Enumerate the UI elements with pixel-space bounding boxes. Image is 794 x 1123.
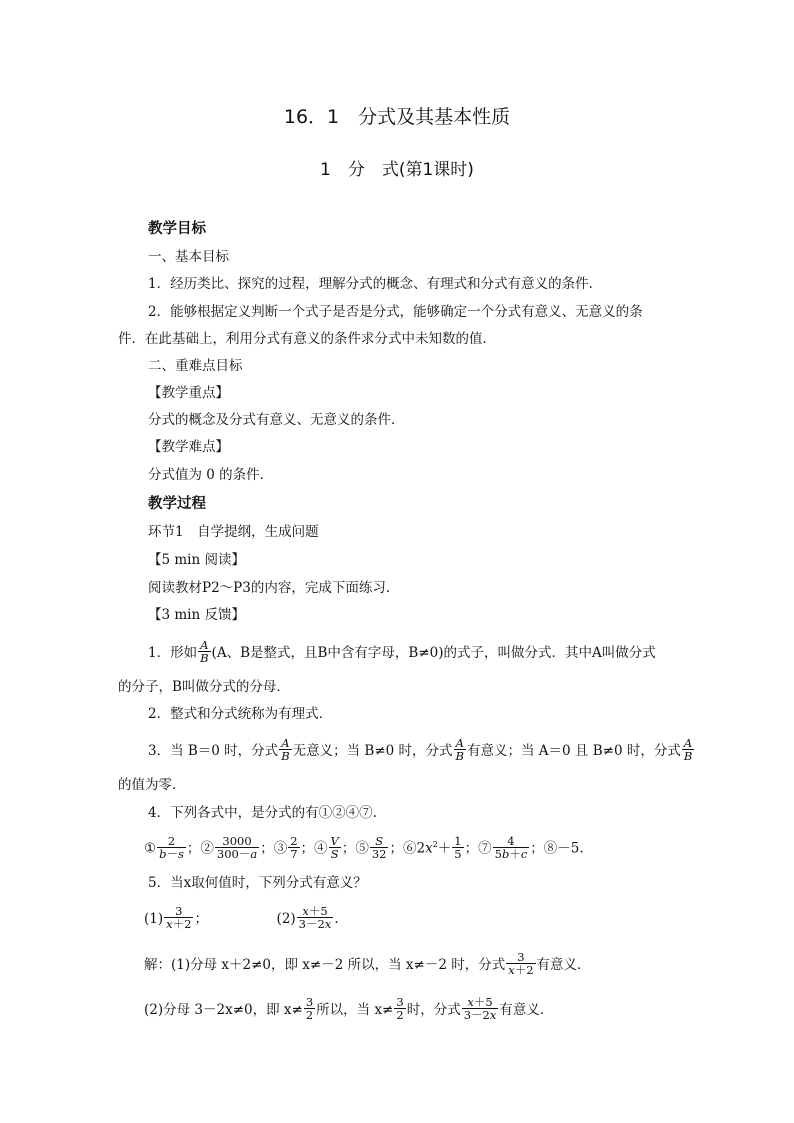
solution-1: 解：(1)分母 x＋2≠0，即 x≠－2 所以，当 x≠－2 时，分式 $\frac{3}{x+2}$ 有意义． bbox=[144, 950, 591, 977]
goals-heading: 教学目标 bbox=[148, 220, 206, 237]
page-title: 16．1 分式及其基本性质 bbox=[283, 106, 511, 128]
feedback-label: 【3 min 反馈】 bbox=[148, 607, 245, 623]
page-subtitle: 1 分 式(第1课时) bbox=[320, 160, 474, 180]
goal-1: 1．经历类比、探究的过程，理解分式的概念、有理式和分式有意义的条件． bbox=[148, 276, 603, 292]
question-1-line-2: 的分子，B叫做分式的分母． bbox=[118, 679, 290, 695]
process-heading: 教学过程 bbox=[148, 495, 206, 512]
question-2: 2．整式和分式统称为有理式． bbox=[148, 706, 333, 722]
focus-label: 【教学重点】 bbox=[148, 385, 229, 401]
step-1: 环节1 自学提纲，生成问题 bbox=[148, 524, 319, 540]
key-goal-heading: 二、重难点目标 bbox=[148, 358, 243, 374]
basic-goal-heading: 一、基本目标 bbox=[148, 249, 229, 265]
question-4: 4．下列各式中，是分式的有①②④⑦. bbox=[148, 805, 377, 821]
read-label: 【5 min 阅读】 bbox=[148, 552, 245, 568]
fraction-a-over-b: $\frac{A}{B}$ bbox=[200, 638, 209, 665]
question-3-line-1: 3．当 B＝0 时，分式 $\frac{A}{B}$ 无意义；当 B≠0 时，分式 $\frac{A}{B}$ 有意义；当 A＝0 且 B≠0 时，分式 $\frac{A}{B}$ bbox=[148, 736, 693, 763]
question-5: 5．当x取何值时，下列分式有意义？ bbox=[148, 875, 367, 891]
difficulty-text: 分式值为 0 的条件． bbox=[148, 467, 274, 483]
read-text: 阅读教材P2～P3的内容，完成下面练习． bbox=[148, 580, 400, 596]
solution-2: (2)分母 3－2x≠0，即 x≠ $\frac{3}{2}$ 所以，当 x≠ $\frac{3}{2}$ 时，分式 $\frac{x+5}{3-2x}$ 有意义． bbox=[144, 995, 554, 1022]
focus-text: 分式的概念及分式有意义、无意义的条件． bbox=[148, 412, 405, 428]
question-3-line-2: 的值为零． bbox=[118, 777, 186, 793]
goal-2-line-1: 2．能够根据定义判断一个式子是否是分式，能够确定一个分式有意义、无意义的条 bbox=[148, 304, 643, 320]
question-1-line-1: 1．形如 $\frac{A}{B}$ (A、B是整式，且B中含有字母，B≠0)的式子，叫做分式．其中A叫做分式 bbox=[148, 638, 656, 665]
difficulty-label: 【教学难点】 bbox=[148, 439, 229, 455]
question-5-parts: (1) $\frac{3}{x+2}$ ； (2) $\frac{x+5}{3-2x}$ . bbox=[144, 904, 339, 931]
goal-2-line-2: 件．在此基础上，利用分式有意义的条件求分式中未知数的值． bbox=[118, 331, 496, 347]
question-4-expressions: ① $\frac{2}{b-s}$ ；② $\frac{3000}{300-a}$ ；③ $\frac{2}{7}$ ；④ $\frac{V}{S}$ ；⑤ $\frac{S}{32}$ ；$⑥2x^2+$ $\frac{1}{5}$ ；⑦ $\frac{4}{5b+c}$ ；⑧－5. bbox=[144, 833, 584, 861]
